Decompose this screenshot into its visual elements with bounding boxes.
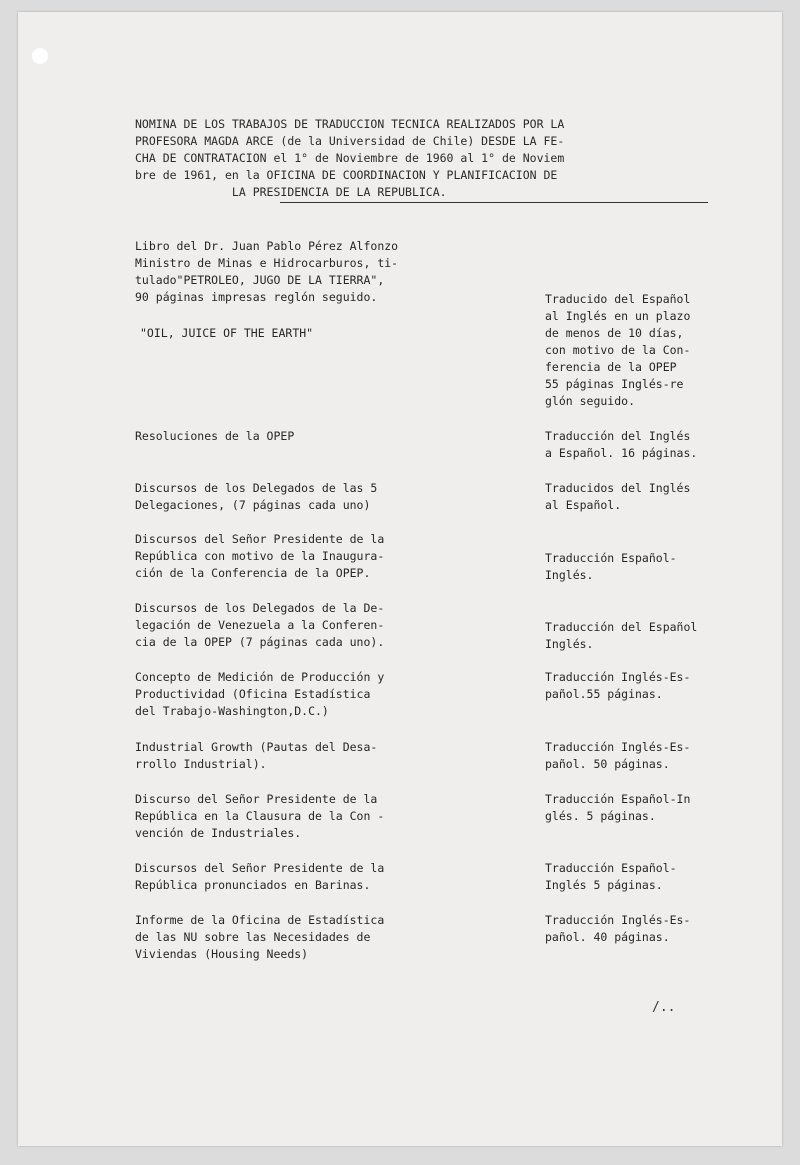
translation-line: 55 páginas Inglés-re xyxy=(545,377,684,391)
entry-work xyxy=(135,669,475,720)
translation-line: Traducción Español- xyxy=(545,861,677,875)
translation-line: de menos de 10 días, xyxy=(545,326,684,340)
translation-line: a Español. 16 páginas. xyxy=(545,446,698,460)
english-title: "OIL, JUICE OF THE EARTH" xyxy=(140,326,314,340)
title-line: CHA DE CONTRATACION el 1° de Noviembre de 1960 al 1° de Noviem xyxy=(135,151,565,165)
work-line: Discursos de los Delegados de las 5 xyxy=(135,481,378,495)
translation-line: pañol. 40 páginas. xyxy=(545,930,670,944)
translation-line: Traducción del Español xyxy=(545,620,698,634)
translation-line: pañol.55 páginas. xyxy=(545,687,663,701)
translation-line: Inglés 5 páginas. xyxy=(545,878,663,892)
entry-translation xyxy=(545,291,760,410)
page-title xyxy=(135,116,710,201)
translation-line: glés. 5 páginas. xyxy=(545,809,656,823)
entry-translation xyxy=(545,619,760,653)
entry-work xyxy=(135,480,475,514)
title-line: PROFESORA MAGDA ARCE (de la Universidad de Chile) DESDE LA FE- xyxy=(135,134,565,148)
translation-line: Inglés. xyxy=(545,637,594,651)
work-line: Viviendas (Housing Needs) xyxy=(135,947,309,961)
work-line: legación de Venezuela a la Conferen- xyxy=(135,618,385,632)
entry-work xyxy=(135,428,475,445)
entry-work xyxy=(135,238,475,306)
work-line: Productividad (Oficina Estadística xyxy=(135,687,371,701)
entry-translation xyxy=(545,912,760,946)
work-line: Informe de la Oficina de Estadística xyxy=(135,913,385,927)
work-line: vención de Industriales. xyxy=(135,826,302,840)
title-line: NOMINA DE LOS TRABAJOS DE TRADUCCION TECNICA REALIZADOS POR LA xyxy=(135,117,565,131)
work-line: Discursos del Señor Presidente de la xyxy=(135,861,385,875)
work-line: Industrial Growth (Pautas del Desa- xyxy=(135,740,378,754)
translation-line: al Español. xyxy=(545,498,622,512)
work-line: Discursos de los Delegados de la De- xyxy=(135,601,385,615)
work-line: de las NU sobre las Necesidades de xyxy=(135,930,371,944)
work-line: 90 páginas impresas reglón seguido. xyxy=(135,290,378,304)
entry-work xyxy=(135,791,475,842)
work-line: República pronunciados en Barinas. xyxy=(135,878,371,892)
work-line: del Trabajo-Washington,D.C.) xyxy=(135,704,329,718)
work-line: Discursos del Señor Presidente de la xyxy=(135,532,385,546)
work-line: Concepto de Medición de Producción y xyxy=(135,670,385,684)
entry-translation xyxy=(545,550,760,584)
work-line: rrollo Industrial). xyxy=(135,757,267,771)
work-line: Libro del Dr. Juan Pablo Pérez Alfonzo xyxy=(135,239,399,253)
translation-line: Traducción Inglés-Es- xyxy=(545,670,691,684)
entry-work xyxy=(135,531,475,582)
punch-hole xyxy=(32,48,48,64)
entry-work xyxy=(135,912,475,963)
entry-translation xyxy=(545,860,760,894)
entry-translation xyxy=(545,428,760,462)
translation-line: glón seguido. xyxy=(545,394,636,408)
work-line: Delegaciones, (7 páginas cada uno) xyxy=(135,498,371,512)
translation-line: ferencia de la OPEP xyxy=(545,360,677,374)
work-line: Discurso del Señor Presidente de la xyxy=(135,792,378,806)
work-line: Resoluciones de la OPEP xyxy=(135,429,295,443)
entry-work xyxy=(135,739,475,773)
entry-translation xyxy=(545,739,760,773)
translation-line: Traducción Español-In xyxy=(545,792,691,806)
entry-translation xyxy=(545,669,760,703)
translation-line: Traducción Inglés-Es- xyxy=(545,740,691,754)
work-line: tulado"PETROLEO, JUGO DE LA TIERRA", xyxy=(135,273,385,287)
title-line: LA PRESIDENCIA DE LA REPUBLICA. xyxy=(135,185,447,199)
title-line: bre de 1961, en la OFICINA DE COORDINACION Y PLANIFICACION DE xyxy=(135,168,558,182)
work-line: República con motivo de la Inaugura- xyxy=(135,549,385,563)
translation-line: con motivo de la Con- xyxy=(545,343,691,357)
title-underline xyxy=(280,202,708,203)
translation-line: al Inglés en un plazo xyxy=(545,309,691,323)
work-line: República en la Clausura de la Con - xyxy=(135,809,385,823)
translation-line: Traducidos del Inglés xyxy=(545,481,691,495)
translation-line: Traducción Inglés-Es- xyxy=(545,913,691,927)
page-continuation-mark: /.. xyxy=(652,1000,676,1015)
work-line: ción de la Conferencia de la OPEP. xyxy=(135,566,371,580)
translation-line: Inglés. xyxy=(545,568,594,582)
translation-line: Traducción del Inglés xyxy=(545,429,691,443)
translation-line: Traducido del Español xyxy=(545,292,691,306)
entry-work xyxy=(135,860,475,894)
entry-translation xyxy=(545,480,760,514)
translation-line: pañol. 50 páginas. xyxy=(545,757,670,771)
work-line: Ministro de Minas e Hidrocarburos, ti- xyxy=(135,256,399,270)
entry-work xyxy=(135,600,475,651)
entry-translation xyxy=(545,791,760,825)
work-line: cia de la OPEP (7 páginas cada uno). xyxy=(135,635,385,649)
translation-line: Traducción Español- xyxy=(545,551,677,565)
